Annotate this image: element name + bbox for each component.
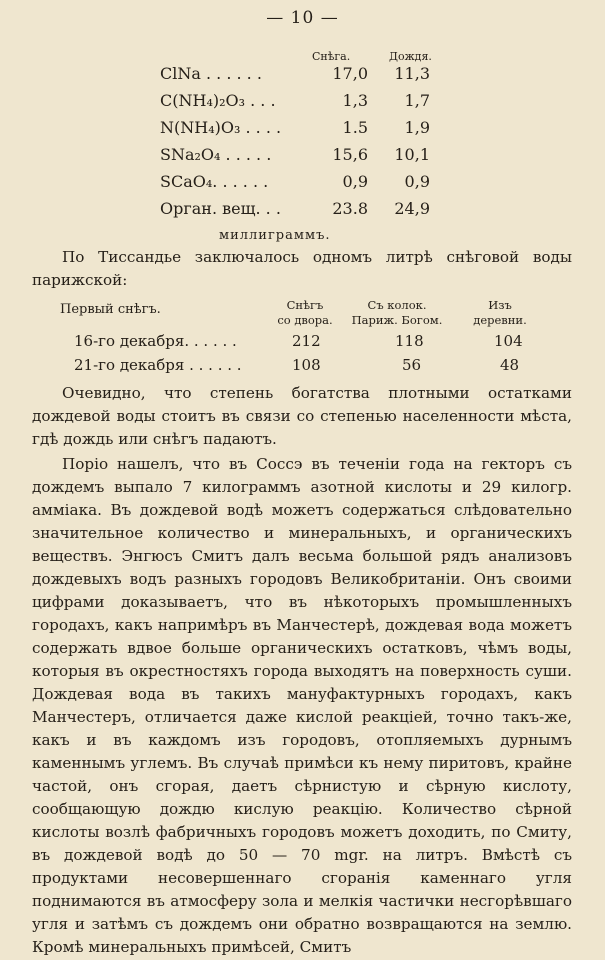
snow-row-label: 16-го декабря. . . . . . xyxy=(74,332,237,350)
snow-value-church: 56 xyxy=(402,356,422,374)
chem-rain-value: 1,9 xyxy=(404,118,430,137)
chem-name: SNa₂O₄ . . . . . xyxy=(160,145,272,164)
chem-rain-value: 0,9 xyxy=(404,172,430,191)
snow-value-yard: 108 xyxy=(292,356,321,374)
paragraph-population xyxy=(32,382,572,451)
chem-rain-value: 11,3 xyxy=(394,64,430,83)
snow-value-village: 48 xyxy=(500,356,520,374)
chem-snow-value: 0,9 xyxy=(342,172,368,191)
snow-col-yard-line1: Снѣгъ xyxy=(286,298,324,312)
chem-name: ClNa . . . . . . xyxy=(160,64,262,83)
snow-value-yard: 212 xyxy=(292,332,321,350)
chem-rain-value: 1,7 xyxy=(404,91,430,110)
chem-snow-value: 23.8 xyxy=(332,199,368,218)
chem-name: N(NH₄)O₃ . . . . xyxy=(160,118,282,137)
snow-value-village: 104 xyxy=(494,332,523,350)
chem-rain-value: 24,9 xyxy=(394,199,430,218)
snow-row xyxy=(60,332,540,356)
header-snow: Снѣга. xyxy=(312,50,351,63)
chem-snow-value: 15,6 xyxy=(332,145,368,164)
chem-rain-value: 10,1 xyxy=(394,145,430,164)
snow-col-church-line1: Съ колок. xyxy=(367,298,427,312)
chem-snow-value: 1.5 xyxy=(342,118,368,137)
intro-paragraph xyxy=(32,246,572,291)
snow-row xyxy=(60,356,540,380)
snow-value-church: 118 xyxy=(395,332,424,350)
paragraph-text: Поріо нашелъ, что въ Соссэ въ теченіи года на гекторъ съ дождемъ выпало 7 килограммъ азотной кислоты и 29 килогр. амміака. Въ дождевой водѣ можетъ содержаться слѣдовательно значительное количество и минеральныхъ, и органическихъ веществъ. Энгюсъ Смитъ далъ весьма большой рядъ анализовъ дождевыхъ водъ разныхъ городовъ Великобританіи. Онъ своими цифрами доказываетъ, что въ нѣкоторыхъ промышленныхъ городахъ, какъ напримѣръ въ Манчестерѣ, дождевая вода можетъ содержать вдвое больше органическихъ остатковъ, чѣмъ воды, которыя въ окрестностяхъ города выходятъ на поверхность суши. Дождевая вода въ такихъ мануфактурныхъ городахъ, какъ Манчестеръ, отличается даже кислой реакціей, точно такъ-же, какъ и въ каждомъ изъ городовъ, отопляемыхъ дурнымъ каменнымъ углемъ. Въ случаѣ примѣси къ нему пиритовъ, крайне частой, онъ сгорая, даетъ сѣрнистую и сѣрную кислоту, сообщающую дождю кислую реакцію. Количество сѣрной кислоты возлѣ фабричныхъ городовъ можетъ доходить, по Смиту, въ дождевой водѣ до 50 — 70 mgr. на литръ. Вмѣстѣ съ продуктами несовершеннаго сгоранія каменнаго угля поднимаются въ атмосферу зола и мелкія частички несгорѣвшаго угля и затѣмъ съ дождемъ они обратно возвращаются на землю. Кромѣ минеральныхъ примѣсей, Смитъ xyxy=(32,455,572,956)
chemistry-table xyxy=(160,50,460,252)
chem-row xyxy=(160,145,460,172)
snow-col-yard-line2: со двора. xyxy=(277,313,333,327)
snow-col-church xyxy=(345,298,449,328)
snow-col-yard xyxy=(262,298,348,328)
chem-name: Орган. вещ. . . xyxy=(160,199,281,218)
page-number: — 10 — xyxy=(266,8,339,28)
chem-name: SCaO₄. . . . . . xyxy=(160,172,269,191)
snow-col-village-line1: Изъ xyxy=(488,298,512,312)
snow-col-label: Первый снѣгъ. xyxy=(60,302,161,317)
chem-row xyxy=(160,91,460,118)
chem-row xyxy=(160,118,460,145)
chem-name: C(NH₄)₂O₃ . . . xyxy=(160,91,276,110)
chemistry-table-header xyxy=(160,50,460,64)
header-rain: Дождя. xyxy=(389,50,432,63)
chem-row xyxy=(160,172,460,199)
intro-text: По Тиссандье заключалось одномъ литрѣ снѣговой воды парижской: xyxy=(32,248,572,289)
chem-row xyxy=(160,199,460,226)
units-label: миллиграммъ. xyxy=(219,228,331,243)
snow-col-church-line2: Париж. Богом. xyxy=(351,313,443,327)
snow-col-village-line2: деревни. xyxy=(473,313,527,327)
paragraph-smith xyxy=(32,453,572,959)
chem-snow-value: 17,0 xyxy=(332,64,368,83)
snow-col-village xyxy=(464,298,536,328)
snow-row-label: 21-го декабря . . . . . . xyxy=(74,356,242,374)
paragraph-text: Очевидно, что степень богатства плотными остатками дождевой воды стоитъ въ связи со степенью населенности мѣста, гдѣ дождь или снѣгъ падаютъ. xyxy=(32,384,572,448)
chem-row xyxy=(160,64,460,91)
chem-snow-value: 1,3 xyxy=(342,91,368,110)
